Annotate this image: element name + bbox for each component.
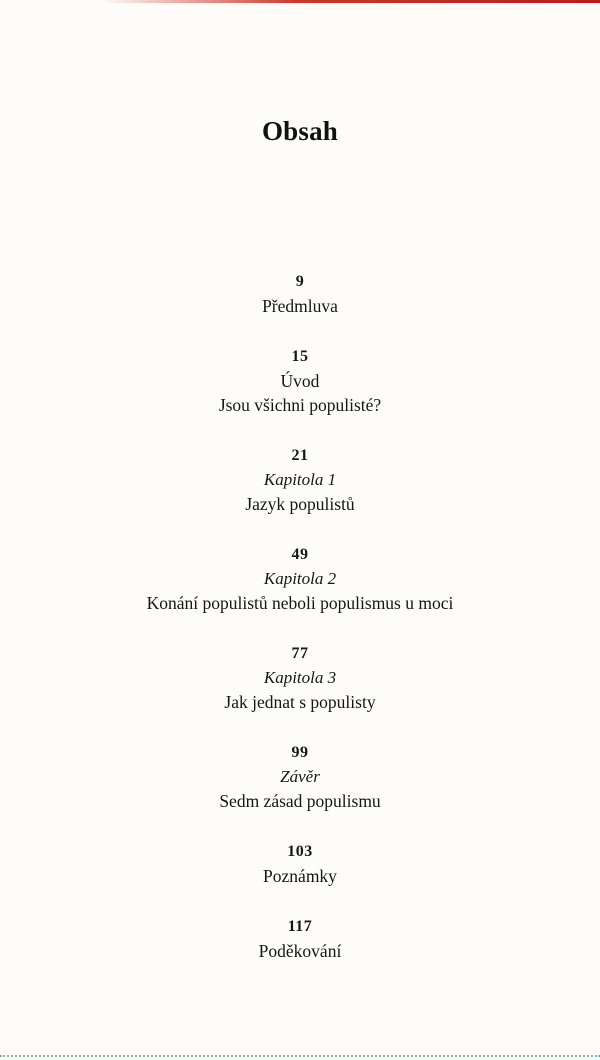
toc-chapter-label: Závěr (280, 767, 320, 786)
toc-page-number: 21 (291, 447, 309, 464)
toc-page-number: 99 (291, 744, 309, 761)
toc-entry-title: Konání populistů neboli populismus u moci (146, 593, 454, 613)
toc-entry-kapitola-2 (0, 543, 600, 615)
toc-entry-kapitola-3 (0, 642, 600, 714)
toc-entry-title: Poděkování (258, 941, 342, 961)
toc-chapter-label: Kapitola 2 (263, 569, 337, 588)
toc-entry-subtitle: Jsou všichni populisté? (218, 395, 382, 415)
toc-entry-podekovani (0, 915, 600, 963)
table-of-contents (0, 270, 600, 990)
toc-entry-predmluva (0, 270, 600, 318)
toc-chapter-label: Kapitola 3 (263, 668, 337, 687)
toc-entry-kapitola-1 (0, 444, 600, 516)
page-title: Obsah (261, 116, 339, 146)
toc-entry-poznamky (0, 840, 600, 888)
toc-page-number: 103 (287, 843, 313, 860)
toc-entry-title: Úvod (280, 371, 320, 391)
toc-chapter-label: Kapitola 1 (263, 470, 337, 489)
toc-entry-zaver (0, 741, 600, 813)
toc-entry-title: Jak jednat s populisty (224, 692, 376, 712)
toc-entry-title: Předmluva (262, 296, 338, 316)
toc-page-number: 49 (291, 546, 309, 563)
toc-page-number: 9 (295, 273, 305, 290)
page-bottom-edge (0, 1055, 600, 1057)
toc-entry-uvod (0, 345, 600, 417)
toc-entry-title: Jazyk populistů (245, 494, 355, 514)
toc-entry-title: Sedm zásad populismu (219, 791, 381, 811)
toc-page-number: 15 (291, 348, 309, 365)
toc-page-number: 77 (291, 645, 309, 662)
toc-page-number: 117 (287, 918, 313, 935)
page-top-edge (100, 0, 600, 3)
toc-entry-title: Poznámky (263, 866, 337, 886)
